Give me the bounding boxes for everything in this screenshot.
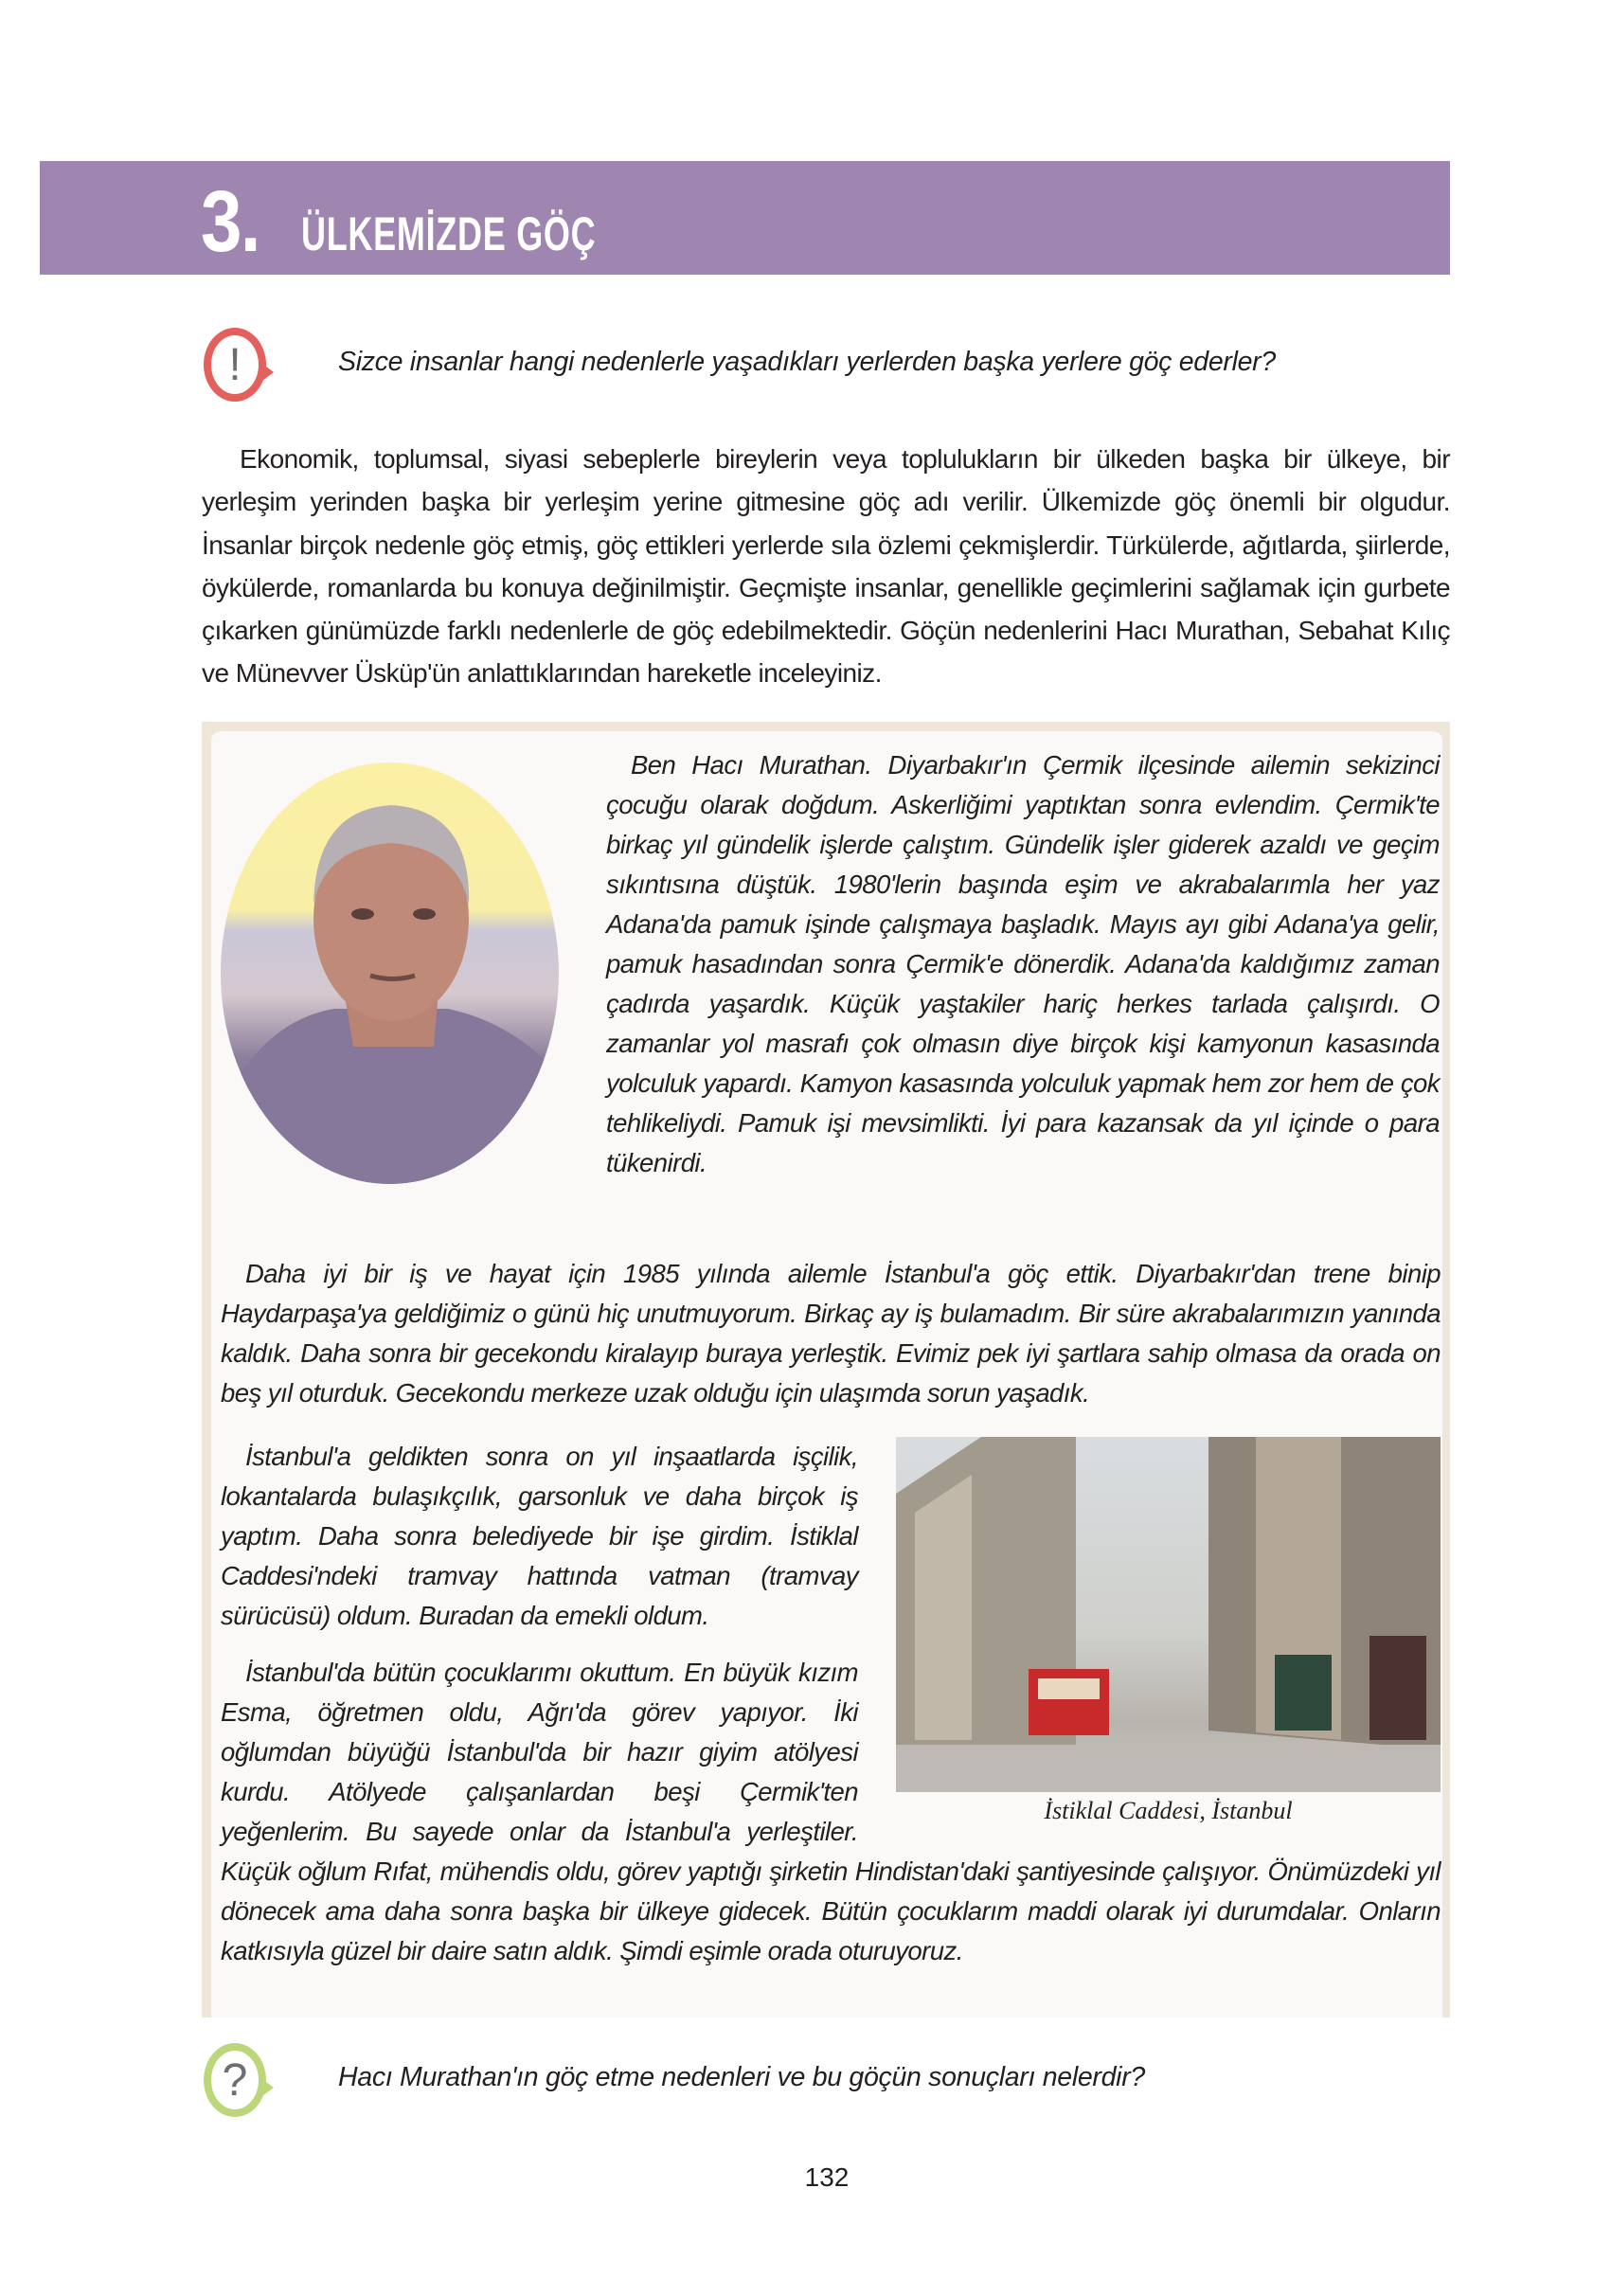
story-box bbox=[202, 722, 1450, 2018]
chapter-title-bar bbox=[40, 161, 1450, 275]
warning-question: Sizce insanlar hangi nedenlerle yaşadıkları yerlerden başka yerlere göç ederler? bbox=[338, 347, 1276, 377]
portrait-photo bbox=[221, 762, 559, 1184]
page-number: 132 bbox=[804, 2162, 850, 2192]
figure-caption: İstiklal Caddesi, İstanbul bbox=[1044, 1797, 1293, 1824]
chapter-number: 3. bbox=[201, 173, 260, 270]
intro-paragraph: Ekonomik, toplumsal, siyasi sebeplerle bireylerin veya toplulukların bir ülkeden başka bir ülkeye, bir yerleşim yerinden başka bir yerleşim yerine gitmesine göç adı verilir. Ülkemizde göç önemli bir olgudur. İnsanlar birçok nedenle göç etmiş, göç ettikleri yerlerde sıla özlemi çekmişlerdir. Türkülerde, ağıtlarda, şiirlerde, öykülerde, romanlarda bu konuya değinilmiştir. Geçmişte insanlar, genellikle geçimlerini sağlamak için gurbete çıkarken günümüzde farklı nedenlerle de göç edebilmektedir. Göçün nedenlerini Hacı Murathan, Sebahat Kılıç ve Münevver Üsküp'ün anlattıklarından hareketle inceleyiniz. bbox=[202, 444, 1450, 689]
story-paragraph-3: İstanbul'a geldikten sonra on yıl inşaatlarda işçilik, lokantalarda bulaşıkçılık, garsonluk ve daha birçok iş yaptım. Daha sonra belediyede bir işe girdim. İstiklal Caddesi'ndeki tramvay hattında vatman (tramvay sürücüsü) oldum. Buradan da emekli oldum. bbox=[221, 1442, 858, 1630]
story-paragraph-4: İstanbul'da bütün çocuklarımı okuttum. En büyük kızım Esma, öğretmen oldu, Ağrı'da görev yapıyor. İki oğlumdan büyüğü İstanbul'da bir hazır giyim atölyesi kurdu. Atölyede çalışanlardan beşi Çermik'ten yeğenlerim. Bu sayede onlar da İstanbul'a yerleştiler. Küçük oğlum Rıfat, mühendis oldu, görev yaptığı şirketin Hindistan'daki şantiyesinde çalışıyor. Önümüzdeki yıl dönecek ama daha sonra başka bir ülkeye gidecek. Bütün çocuklarım maddi olarak iyi durumdalar. Onların katkısıyla güzel bir daire satın aldık. Şimdi eşimle orada oturuyoruz. bbox=[221, 1658, 1441, 1965]
story-paragraph-1: Ben Hacı Murathan. Diyarbakır'ın Çermik ilçesinde ailemin sekizinci çocuğu olarak doğdum. Askerliğimi yaptıktan sonra evlendim. Çermik'te birkaç yıl gündelik işlerde çalıştım. Gündelik işler giderek azaldı ve geçim sıkıntısına düştük. 1980'lerin başında eşim ve akrabalarımla her yaz Adana'da pamuk işinde çalışmaya başladık. Mayıs ayı gibi Adana'ya gelir, pamuk hasadından sonra Çermik'e dönerdik. Adana'da kaldığımız zaman çadırda yaşardık. Küçük yaştakiler hariç herkes tarlada çalışırdı. O zamanlar yol masrafı çok olmasın diye birçok kişi kamyonun kasasında yolculuk yapardı. Kamyon kasasında yolculuk yapmak hem zor hem de çok tehlikeliydi. Pamuk işi mevsimlikti. İyi para kazansak da yıl içinde o para tükenirdi. bbox=[606, 750, 1440, 1177]
istiklal-figure bbox=[896, 1437, 1441, 1830]
istiklal-street-photo bbox=[896, 1437, 1441, 1792]
exclamation-icon: ! bbox=[204, 328, 266, 402]
chapter-title: ÜLKEMİZDE GÖÇ bbox=[301, 207, 597, 260]
story-paragraph-2: Daha iyi bir iş ve hayat için 1985 yılında ailemle İstanbul'a göç ettik. Diyarbakır'dan trene binip Haydarpaşa'ya geldiğimiz o günü hiç unutmuyorum. Birkaç ay iş bulamadım. Bir süre akrabalarımızın yanında kaldık. Daha sonra bir gecekondu kiralayıp buraya yerleştik. Evimiz pek iyi şartlara sahip olmasa da orada on beş yıl oturduk. Gecekondu merkeze uzak olduğu için ulaşımda sorun yaşadık. bbox=[221, 1259, 1441, 1408]
question-icon: ? bbox=[204, 2043, 266, 2117]
discussion-question: Hacı Murathan'ın göç etme nedenleri ve bu göçün sonuçları nelerdir? bbox=[338, 2062, 1145, 2092]
